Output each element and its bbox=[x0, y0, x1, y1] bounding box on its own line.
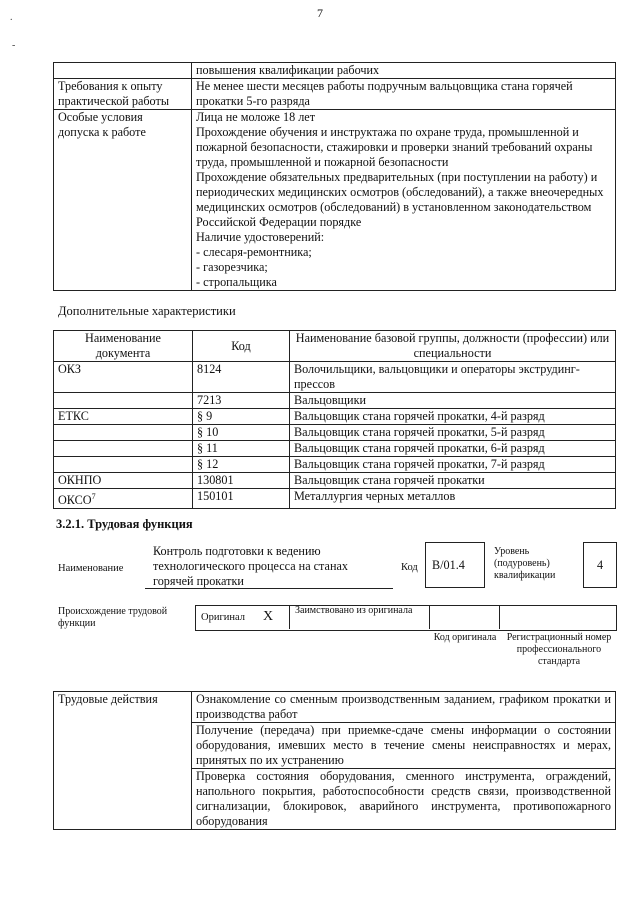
code-cell: 150101 bbox=[193, 489, 290, 509]
table-row bbox=[54, 63, 616, 79]
original-mark: X bbox=[263, 609, 274, 624]
table-row bbox=[54, 425, 616, 441]
table-header-row bbox=[54, 331, 616, 362]
code-cell: 7213 bbox=[193, 393, 290, 409]
original-label: Оригинал bbox=[201, 612, 245, 623]
requirements-table bbox=[53, 62, 616, 291]
divider bbox=[499, 605, 500, 629]
doc-cell bbox=[54, 441, 193, 457]
table-row bbox=[54, 457, 616, 473]
doc-cell bbox=[54, 425, 193, 441]
additional-characteristics-title: Дополнительные характеристики bbox=[58, 304, 236, 318]
footnote-mark: 7 bbox=[91, 492, 96, 501]
row-content bbox=[192, 110, 616, 291]
level-box bbox=[583, 542, 617, 588]
action-item: Получение (передача) при приемке-сдаче смены информации о состоянии оборудования, имевших место в течение смены неисправностях и мерах, принятых по их устранению bbox=[192, 723, 616, 769]
level-label: Уровень (подуровень) квалификации bbox=[494, 546, 556, 581]
function-name: Контроль подготовки к ведению технологического процесса на станах горячей прокатки bbox=[153, 544, 348, 588]
code-cell: 8124 bbox=[193, 362, 290, 393]
function-name-box bbox=[145, 542, 393, 589]
borrowed-label: Заимствовано из оригинала bbox=[295, 605, 413, 616]
code-cell: § 11 bbox=[193, 441, 290, 457]
name-cell: Вальцовщик стана горячей прокатки, 4-й разряд bbox=[290, 409, 616, 425]
divider bbox=[289, 605, 290, 629]
row-label: Особые условия допуска к работе bbox=[54, 110, 192, 291]
row-text: Наличие удостоверений: bbox=[196, 230, 325, 244]
section-title: 3.2.1. Трудовая функция bbox=[56, 517, 193, 531]
table-row bbox=[54, 489, 616, 509]
doc-name: ОКСО bbox=[58, 493, 92, 508]
code-origin-caption: Код оригинала bbox=[433, 632, 497, 643]
row-content bbox=[192, 63, 616, 79]
margin-mark: . bbox=[10, 12, 13, 23]
row-text: Не менее шести месяцев работы подручным вальцовщика стана горячей прокатки 5-го разряда bbox=[196, 79, 573, 108]
header-cell: Наименование документа bbox=[54, 331, 193, 362]
code-cell: § 12 bbox=[193, 457, 290, 473]
table-row bbox=[54, 441, 616, 457]
name-label: Наименование bbox=[58, 563, 124, 574]
row-text: Лица не моложе 18 лет bbox=[196, 110, 316, 124]
doc-cell: ЕТКС bbox=[54, 409, 193, 425]
table-row bbox=[54, 473, 616, 489]
page-number: 7 bbox=[317, 6, 323, 20]
table-row bbox=[54, 409, 616, 425]
name-cell: Вальцовщик стана горячей прокатки, 6-й разряд bbox=[290, 441, 616, 457]
row-text: - стропальщика bbox=[196, 275, 277, 289]
name-cell: Вальцовщики bbox=[290, 393, 616, 409]
name-cell: Вальцовщик стана горячей прокатки, 7-й разряд bbox=[290, 457, 616, 473]
name-cell: Металлургия черных металлов bbox=[290, 489, 616, 509]
table-row bbox=[54, 692, 616, 723]
origin-label: Происхождение трудовой функции bbox=[58, 606, 168, 629]
row-text: повышения квалификации рабочих bbox=[196, 63, 380, 77]
margin-mark: - bbox=[12, 40, 16, 51]
additional-characteristics-table bbox=[53, 330, 616, 509]
doc-cell bbox=[54, 489, 193, 509]
header-cell: Код bbox=[193, 331, 290, 362]
reg-number-caption: Регистрационный номер профессионального стандарта bbox=[506, 632, 612, 667]
row-label: Требования к опыту практической работы bbox=[54, 79, 192, 110]
code-value: В/01.4 bbox=[432, 558, 465, 572]
table-row bbox=[54, 362, 616, 393]
labor-actions-table bbox=[53, 691, 616, 830]
doc-cell bbox=[54, 457, 193, 473]
table-row bbox=[54, 393, 616, 409]
code-label: Код bbox=[401, 562, 418, 573]
row-label bbox=[54, 63, 192, 79]
row-text: - газорезчика; bbox=[196, 260, 268, 274]
table-row bbox=[54, 110, 616, 291]
row-text: Прохождение обучения и инструктажа по охране труда, промышленной и пожарной безопасности, стажировки и проверки знаний требований охраны труда, промышленной и пожарной безопасности bbox=[196, 125, 593, 169]
code-cell: § 9 bbox=[193, 409, 290, 425]
doc-cell bbox=[54, 393, 193, 409]
level-value: 4 bbox=[596, 558, 604, 572]
name-cell: Вальцовщик стана горячей прокатки, 5-й разряд bbox=[290, 425, 616, 441]
row-text: - слесаря-ремонтника; bbox=[196, 245, 312, 259]
code-box bbox=[425, 542, 485, 588]
name-cell: Вальцовщик стана горячей прокатки bbox=[290, 473, 616, 489]
table-row bbox=[54, 79, 616, 110]
doc-cell: ОКЗ bbox=[54, 362, 193, 393]
actions-label: Трудовые действия bbox=[54, 692, 192, 830]
code-cell: § 10 bbox=[193, 425, 290, 441]
code-cell: 130801 bbox=[193, 473, 290, 489]
action-item: Проверка состояния оборудования, сменного инструмента, ограждений, напольного покрытия, работоспособности средств связи, производственной сигнализации, блокировок, аварийного инструмента, противопожарного оборудования bbox=[192, 769, 616, 830]
row-text: Прохождение обязательных предварительных (при поступлении на работу) и периодических медицинских осмотров (обследований), а также внеочередных медицинских осмотров (обследований) в установленном законодательством Российской Федерации порядке bbox=[196, 170, 604, 229]
row-content bbox=[192, 79, 616, 110]
doc-cell: ОКНПО bbox=[54, 473, 193, 489]
divider bbox=[429, 605, 430, 629]
action-item: Ознакомление со сменным производственным заданием, графиком прокатки и производства работ bbox=[192, 692, 616, 723]
header-cell: Наименование базовой группы, должности (профессии) или специальности bbox=[290, 331, 616, 362]
name-cell: Волочильщики, вальцовщики и операторы экструдинг-прессов bbox=[290, 362, 616, 393]
